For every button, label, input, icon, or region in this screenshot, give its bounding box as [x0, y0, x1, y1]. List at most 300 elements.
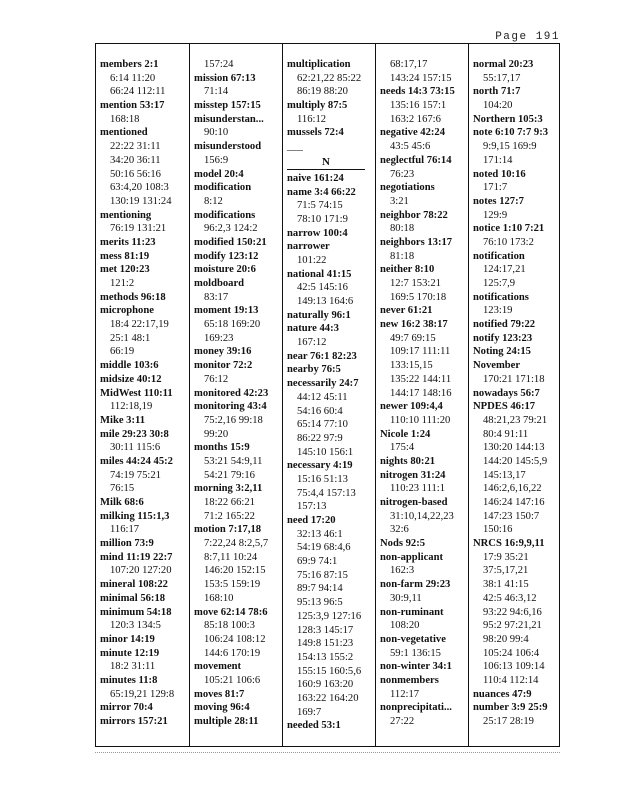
page-references: 105:21 106:6: [204, 674, 261, 686]
index-term: model 20:4: [194, 168, 244, 180]
page-references: 110:10 111:20: [390, 414, 451, 426]
index-entry: [100, 209, 189, 236]
page-references: 30:9,11: [390, 592, 422, 604]
page-references: 98:20 99:4: [483, 633, 529, 645]
page-references: 27:22: [390, 716, 415, 727]
index-term: Nicole 1:24: [380, 428, 431, 440]
index-entry: [100, 701, 189, 715]
index-entry: [100, 236, 189, 250]
index-entry: [380, 660, 468, 674]
index-term: narrower: [287, 241, 330, 253]
index-term: microphone: [100, 305, 154, 317]
index-entry: [473, 318, 561, 332]
page-references: 81:18: [390, 250, 415, 262]
index-entry: [287, 309, 375, 323]
index-entry: [287, 377, 375, 459]
index-entry: [473, 58, 561, 85]
page-references: 65:14 77:10: [297, 419, 348, 431]
index-term: mussels 72:4: [287, 127, 344, 139]
page-references: 99:20: [204, 428, 229, 440]
page-references: 32:13 46:1: [297, 528, 343, 540]
index-term: misunderstood: [194, 141, 262, 153]
index-entry: [100, 537, 189, 551]
page-references: 168:10: [204, 592, 234, 604]
page-references: 48:21,23 79:21: [483, 414, 548, 426]
page-references: 156:9: [204, 154, 229, 166]
page-references: 55:17,17: [483, 72, 521, 84]
index-entry: [473, 400, 561, 537]
page-references: 167:12: [297, 337, 327, 349]
page-references: 153:5 159:19: [204, 579, 261, 591]
index-entry: [473, 113, 561, 127]
index-term: modify 123:12: [194, 250, 259, 262]
index-term: naive 161:24: [287, 172, 344, 184]
index-term: mentioning: [100, 209, 152, 221]
page-references: 125:3,9 127:16: [297, 610, 362, 622]
index-term: modified 150:21: [194, 236, 267, 248]
page-references: 83:17: [204, 291, 229, 303]
index-term: new 16:2 38:17: [380, 319, 448, 331]
page-references: 157:13: [297, 501, 327, 513]
index-entry: [380, 551, 468, 578]
index-entry: [380, 85, 468, 126]
index-term: nature 44:3: [287, 323, 339, 335]
index-entry: [380, 400, 468, 427]
index-entry: [100, 250, 189, 264]
index-entry: [287, 719, 375, 733]
index-term: merits 11:23: [100, 236, 156, 248]
page-references: 53:21 54:9,11: [204, 455, 263, 467]
page-references: 149:13 164:6: [297, 296, 354, 307]
page-references: 71:5 74:15: [297, 200, 343, 212]
index-term: national 41:15: [287, 268, 352, 280]
index-term: middle 103:6: [100, 360, 159, 372]
index-term: newer 109:4,4: [380, 401, 443, 413]
index-term: negative 42:24: [380, 127, 446, 139]
index-term: misunderstan...: [194, 113, 264, 125]
index-entry: [194, 359, 282, 386]
page-references: 76:15: [110, 483, 135, 495]
index-term: movement: [194, 661, 242, 673]
index-column-1: [96, 44, 189, 746]
page-references: 93:22 94:6,16: [483, 606, 542, 618]
index-entry: [380, 537, 468, 551]
section-letter-heading: N: [287, 155, 365, 170]
page-references: 155:15 160:5,6: [297, 665, 362, 677]
index-entry: [194, 688, 282, 702]
page-references: 146:20 152:15: [204, 565, 266, 577]
page-references: 76:12: [204, 373, 229, 385]
index-term: nights 80:21: [380, 455, 436, 467]
index-term: mission 67:13: [194, 72, 256, 84]
page-references: 63:4,20 108:3: [110, 182, 169, 194]
page-references: 54:16 60:4: [297, 405, 343, 417]
index-term: monitored 42:23: [194, 387, 269, 399]
index-term: minor 14:19: [100, 633, 155, 645]
index-entry: [100, 578, 189, 592]
index-term: negotiations: [380, 182, 435, 194]
index-term: NRCS 16:9,9,11: [473, 538, 545, 550]
page-references: 32:6: [390, 524, 409, 536]
index-term: methods 96:18: [100, 291, 166, 303]
page-references: 50:16 56:16: [110, 168, 161, 180]
page-references: 101:22: [297, 254, 327, 266]
index-term: nonmembers: [380, 674, 439, 686]
index-entry: [380, 633, 468, 660]
page-references: 42:5 145:16: [297, 282, 348, 294]
index-entry: [380, 578, 468, 605]
page-references: 109:17 111:11: [390, 346, 451, 358]
index-entry: [473, 250, 561, 291]
page-references: 170:21 171:18: [483, 373, 545, 385]
index-term: needs 14:3 73:15: [380, 86, 455, 98]
index-entry: [380, 318, 468, 400]
index-entry: [100, 647, 189, 674]
page-references: 157:24: [204, 59, 234, 70]
index-term: moldboard: [194, 278, 245, 289]
page-references: 8:12: [204, 195, 223, 207]
index-entry: [287, 240, 375, 267]
page-references: 169:5 170:18: [390, 291, 447, 303]
page-references: 76:10 173:2: [483, 236, 534, 248]
page-references: 66:24 112:11: [110, 86, 166, 98]
index-term: notification: [473, 250, 525, 262]
index-entry: [194, 345, 282, 359]
index-term: multiple 28:11: [194, 716, 259, 727]
index-term: Mike 3:11: [100, 414, 146, 426]
index-entry: [380, 455, 468, 469]
index-term: modifications: [194, 209, 256, 221]
page-references: 7:22,24 8:2,5,7: [204, 538, 269, 550]
index-term: necessary 4:19: [287, 460, 353, 472]
page-references: 120:3 134:5: [110, 620, 161, 632]
page-references: 17:9 35:21: [483, 551, 529, 563]
page-references: 105:24 106:4: [483, 647, 540, 659]
index-entry: [380, 263, 468, 304]
page-references: 108:20: [390, 620, 420, 632]
page-references: 128:3 145:17: [297, 624, 354, 636]
page-references: 145:10 156:1: [297, 446, 354, 458]
index-term: mess 81:19: [100, 250, 150, 262]
page-references: 112:18,19: [110, 401, 153, 413]
index-entry: [287, 459, 375, 514]
index-entry: [194, 715, 282, 729]
index-entry: [100, 58, 189, 99]
index-entry: [473, 701, 561, 728]
index-entry: [473, 126, 561, 167]
page-references: 25:1 48:1: [110, 332, 151, 344]
page-references: 76:19 131:21: [110, 223, 167, 235]
index-term: notice 1:10 7:21: [473, 223, 545, 235]
index-term: never 61:21: [380, 305, 433, 317]
page-references: 104:20: [483, 100, 513, 112]
index-term: necessarily 24:7: [287, 378, 359, 390]
index-entry: [194, 263, 282, 277]
index-term: move 62:14 78:6: [194, 606, 268, 618]
index-term: million 73:9: [100, 538, 154, 550]
page-references: 133:15,15: [390, 360, 433, 372]
index-term: narrow 100:4: [287, 227, 348, 239]
index-term: minute 12:19: [100, 647, 160, 659]
index-entry: [194, 660, 282, 687]
page-references: 171:14: [483, 154, 513, 166]
index-entry: [380, 674, 468, 701]
index-term: number 3:9 25:9: [473, 702, 548, 714]
index-term: NPDES 46:17: [473, 401, 536, 413]
index-entry: [194, 523, 282, 605]
index-entry: [194, 400, 282, 441]
index-entry: [194, 72, 282, 99]
index-entry: [473, 537, 561, 688]
index-entry: [473, 222, 561, 249]
index-column-4: [375, 44, 468, 746]
index-entry: [380, 236, 468, 263]
page-references: 74:19 75:21: [110, 469, 161, 481]
index-entry: [194, 250, 282, 264]
index-term: moves 81:7: [194, 688, 245, 700]
index-entry: [100, 496, 189, 510]
page-references: 86:22 97:9: [297, 432, 343, 444]
index-term: nitrogen 31:24: [380, 469, 446, 481]
page-references: 143:24 157:15: [390, 72, 452, 84]
page-references: 49:7 69:15: [390, 332, 436, 344]
index-term: non-applicant: [380, 551, 443, 563]
index-term: minimal 56:18: [100, 592, 166, 604]
page-references: 130:19 131:24: [110, 195, 172, 207]
page-references: 162:3: [390, 565, 415, 577]
index-entry: [194, 701, 282, 715]
index-entry: [287, 126, 375, 140]
page-references: 78:10 171:9: [297, 213, 348, 225]
index-entry: [380, 154, 468, 181]
page-references: 6:14 11:20: [110, 72, 156, 84]
page-references: 75:16 87:15: [297, 569, 348, 581]
page-references: 121:2: [110, 278, 135, 289]
index-term: near 76:1 82:23: [287, 350, 357, 362]
index-term: monitor 72:2: [194, 360, 253, 372]
index-term: motion 7:17,18: [194, 524, 262, 536]
index-entry: [100, 715, 189, 729]
index-entry: [380, 701, 468, 728]
page-references: 116:12: [297, 113, 327, 125]
page-references: 146:2,6,16,22: [483, 483, 542, 495]
index-entry: [100, 373, 189, 387]
index-entry: [287, 227, 375, 241]
index-term: midsize 40:12: [100, 373, 162, 385]
index-term: multiplication: [287, 59, 351, 70]
index-column-2: [189, 44, 282, 746]
index-entry: [287, 363, 375, 377]
page-references: 89:7 94:14: [297, 583, 343, 595]
page-references: 75:2,16 99:18: [204, 414, 263, 426]
page-references: 9:9,15 169:9: [483, 141, 537, 153]
index-term: north 71:7: [473, 86, 521, 98]
index-term: Noting 24:15: [473, 346, 531, 358]
page-references: 144:6 170:19: [204, 647, 261, 659]
index-term: monitoring 43:4: [194, 401, 267, 413]
page-references: 154:13 155:2: [297, 651, 354, 663]
index-entry: [194, 140, 282, 167]
index-entry: [473, 85, 561, 112]
index-entry: [194, 209, 282, 236]
index-term: naturally 96:1: [287, 309, 351, 321]
page-references: 75:4,4 157:13: [297, 487, 356, 499]
page-references: 8:7,11 10:24: [204, 551, 258, 563]
index-entry: [473, 359, 561, 386]
index-term: mention 53:17: [100, 100, 165, 112]
page-references: 42:5 46:3,12: [483, 592, 537, 604]
page-references: 80:4 91:11: [483, 428, 529, 440]
index-column-5: [468, 44, 561, 746]
page-references: 22:22 31:11: [110, 141, 161, 153]
page-number: Page 191: [495, 31, 560, 43]
index-entry: [100, 291, 189, 305]
page-references: 65:19,21 129:8: [110, 688, 175, 700]
page-references: 171:7: [483, 182, 508, 194]
index-entry: [100, 263, 189, 290]
index-term: Milk 68:6: [100, 497, 144, 508]
index-term: non-vegetative: [380, 633, 446, 645]
page-references: 110:23 111:1: [390, 483, 446, 495]
page-references: 135:22 144:11: [390, 373, 452, 385]
index-entry: [380, 496, 468, 537]
page-references: 149:8 151:23: [297, 638, 354, 650]
index-entry: [380, 181, 468, 208]
page-references: 68:17,17: [390, 59, 428, 70]
page-references: 169:23: [204, 332, 234, 344]
index-entry: [287, 99, 375, 126]
index-entry: [100, 126, 189, 208]
index-term: minutes 11:8: [100, 674, 158, 686]
index-term: nowadays 56:7: [473, 387, 540, 399]
index-term: non-winter 34:1: [380, 661, 452, 673]
index-entry: [194, 113, 282, 140]
index-term: Northern 105:3: [473, 113, 543, 125]
index-entry: [194, 606, 282, 661]
page-references: 106:13 109:14: [483, 661, 545, 673]
index-term: neighbor 78:22: [380, 209, 448, 221]
page-references: 12:7 153:21: [390, 278, 441, 289]
index-entry: [100, 510, 189, 537]
page-references: 59:1 136:15: [390, 647, 441, 659]
index-entry: [473, 688, 561, 702]
page-references: 168:18: [110, 113, 140, 125]
index-term: milking 115:1,3: [100, 510, 170, 522]
index-entry: [100, 359, 189, 373]
page-footer-rule: [95, 752, 560, 754]
page-references: 76:23: [390, 168, 415, 180]
index-term: normal 20:23: [473, 59, 534, 70]
page-references: 30:11 115:6: [110, 442, 161, 454]
index-term: nuances 47:9: [473, 688, 532, 700]
page-references: 112:17: [390, 688, 420, 700]
page-references: 69:9 74:1: [297, 556, 338, 568]
index-term: Nods 92:5: [380, 538, 426, 550]
page-references: 150:16: [483, 524, 513, 536]
page-references: 107:20 127:20: [110, 565, 172, 577]
page-references: 44:12 45:11: [297, 391, 348, 403]
index-entry: [194, 58, 282, 72]
index-entry: [287, 172, 375, 186]
index-term: notifications: [473, 291, 529, 303]
index-term: name 3:4 66:22: [287, 186, 356, 198]
index-term: nearby 76:5: [287, 364, 341, 376]
index-entry: [100, 304, 189, 359]
index-entry: [100, 551, 189, 578]
page-references: 65:18 169:20: [204, 319, 261, 331]
index-term: neither 8:10: [380, 264, 435, 276]
page-references: 129:9: [483, 209, 508, 221]
index-entry: [380, 126, 468, 153]
page-references: 66:19: [110, 346, 135, 358]
index-term: neglectful 76:14: [380, 154, 452, 166]
index-entry: [380, 469, 468, 496]
page-references: 147:23 150:7: [483, 510, 540, 522]
index-column-3: [282, 44, 375, 746]
index-entry: [287, 514, 375, 719]
page-references: 15:16 51:13: [297, 473, 348, 485]
index-entry: [473, 291, 561, 318]
page-references: 80:18: [390, 223, 415, 235]
index-entry: [287, 350, 375, 364]
index-term: met 120:23: [100, 264, 150, 276]
index-entry: [473, 195, 561, 222]
page-references: 71:2 165:22: [204, 510, 255, 522]
index-entry: [194, 277, 282, 304]
index-term: mind 11:19 22:7: [100, 551, 173, 563]
index-term: notes 127:7: [473, 195, 524, 207]
index-entry: [473, 387, 561, 401]
page-references: 86:19 88:20: [297, 86, 348, 98]
index-entry: [473, 332, 561, 346]
index-term: non-farm 29:23: [380, 579, 451, 591]
page-references: 3:21: [390, 195, 409, 207]
page-references: 175:4: [390, 442, 415, 454]
index-entry: [100, 592, 189, 606]
page-references: 160:9 163:20: [297, 679, 354, 691]
index-term: moment 19:13: [194, 305, 259, 317]
page-references: 18:2 31:11: [110, 661, 156, 673]
index-term: MidWest 110:11: [100, 387, 173, 399]
index-entry: [473, 168, 561, 195]
index-term: misstep 157:15: [194, 100, 261, 112]
page-references: 34:20 36:11: [110, 154, 161, 166]
index-term: mile 29:23 30:8: [100, 428, 169, 440]
index-term: noted 10:16: [473, 168, 526, 180]
index-entry: [287, 58, 375, 99]
index-entry: [100, 428, 189, 455]
index-entry: [194, 304, 282, 345]
page-references: 125:7,9: [483, 278, 516, 289]
page-references: 38:1 41:15: [483, 579, 529, 591]
index-entry: [473, 345, 561, 359]
index-table: [95, 43, 560, 747]
page-references: 96:2,3 124:2: [204, 223, 258, 235]
index-term: needed 53:1: [287, 720, 341, 732]
index-entry: [100, 606, 189, 633]
index-term: months 15:9: [194, 442, 250, 454]
index-term: notified 79:22: [473, 319, 536, 331]
index-entry: [194, 387, 282, 401]
page-references: 31:10,14,22,23: [390, 510, 454, 522]
index-term: neighbors 13:17: [380, 236, 453, 248]
index-term: notify 123:23: [473, 332, 533, 344]
section-dash: ___: [287, 141, 303, 153]
index-entry: [194, 441, 282, 482]
page-references: 54:21 79:16: [204, 469, 255, 481]
index-term: morning 3:2,11: [194, 483, 263, 495]
index-entry: [380, 606, 468, 633]
